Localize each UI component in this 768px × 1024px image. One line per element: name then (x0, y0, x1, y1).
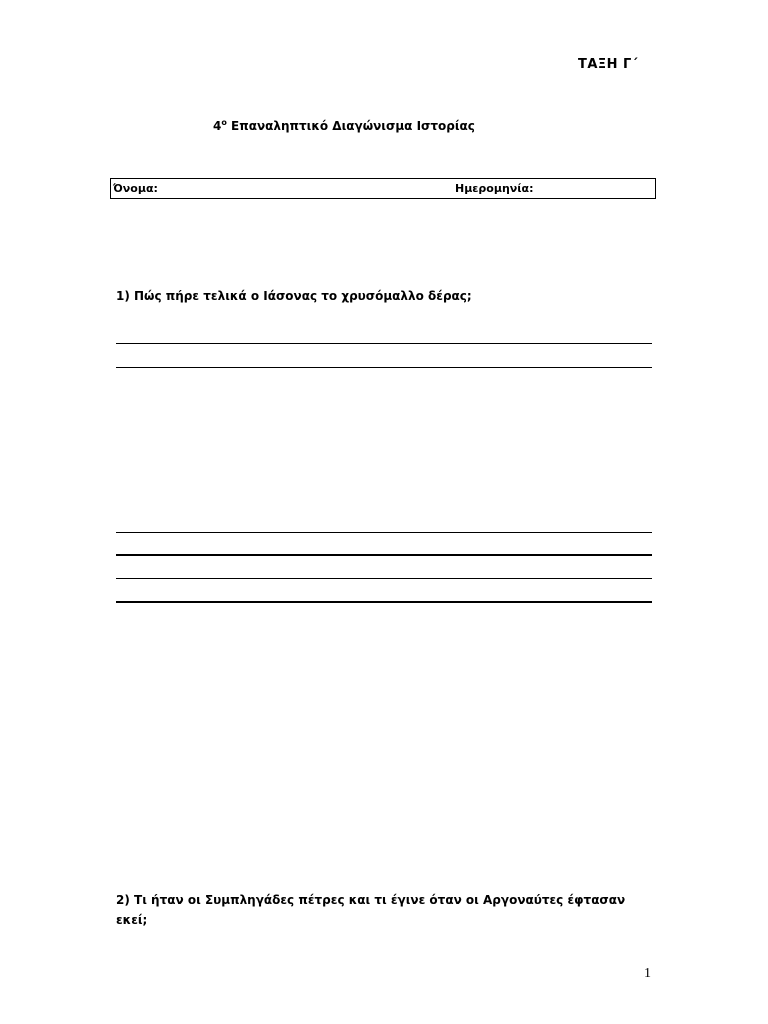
answer-line (116, 601, 652, 603)
answer-line (116, 578, 652, 579)
question-2: 2) Τι ήταν οι Συμπληγάδες πέτρες και τι έγινε όταν οι Αργοναύτες έφτασαν εκεί; (116, 893, 626, 927)
question-1: 1) Πώς πήρε τελικά ο Ιάσονας το χρυσόμαλλο δέρας; (116, 289, 472, 303)
exam-title-text: Επαναληπτικό Διαγώνισμα Ιστορίας (231, 119, 475, 133)
class-label: ΤΑΞΗ Γ΄ (578, 57, 639, 72)
student-info-box (110, 178, 656, 199)
exam-number: 4 (213, 119, 222, 133)
page-number: 1 (644, 966, 651, 981)
answer-line (116, 367, 652, 368)
exam-title (213, 119, 475, 133)
answer-line (116, 554, 652, 556)
answer-line (116, 532, 652, 533)
exam-number-superscript: ο (221, 118, 227, 127)
answer-line (116, 343, 652, 344)
name-field-label: Όνομα: (113, 182, 158, 195)
date-field-label: Ημερομηνία: (455, 182, 534, 195)
